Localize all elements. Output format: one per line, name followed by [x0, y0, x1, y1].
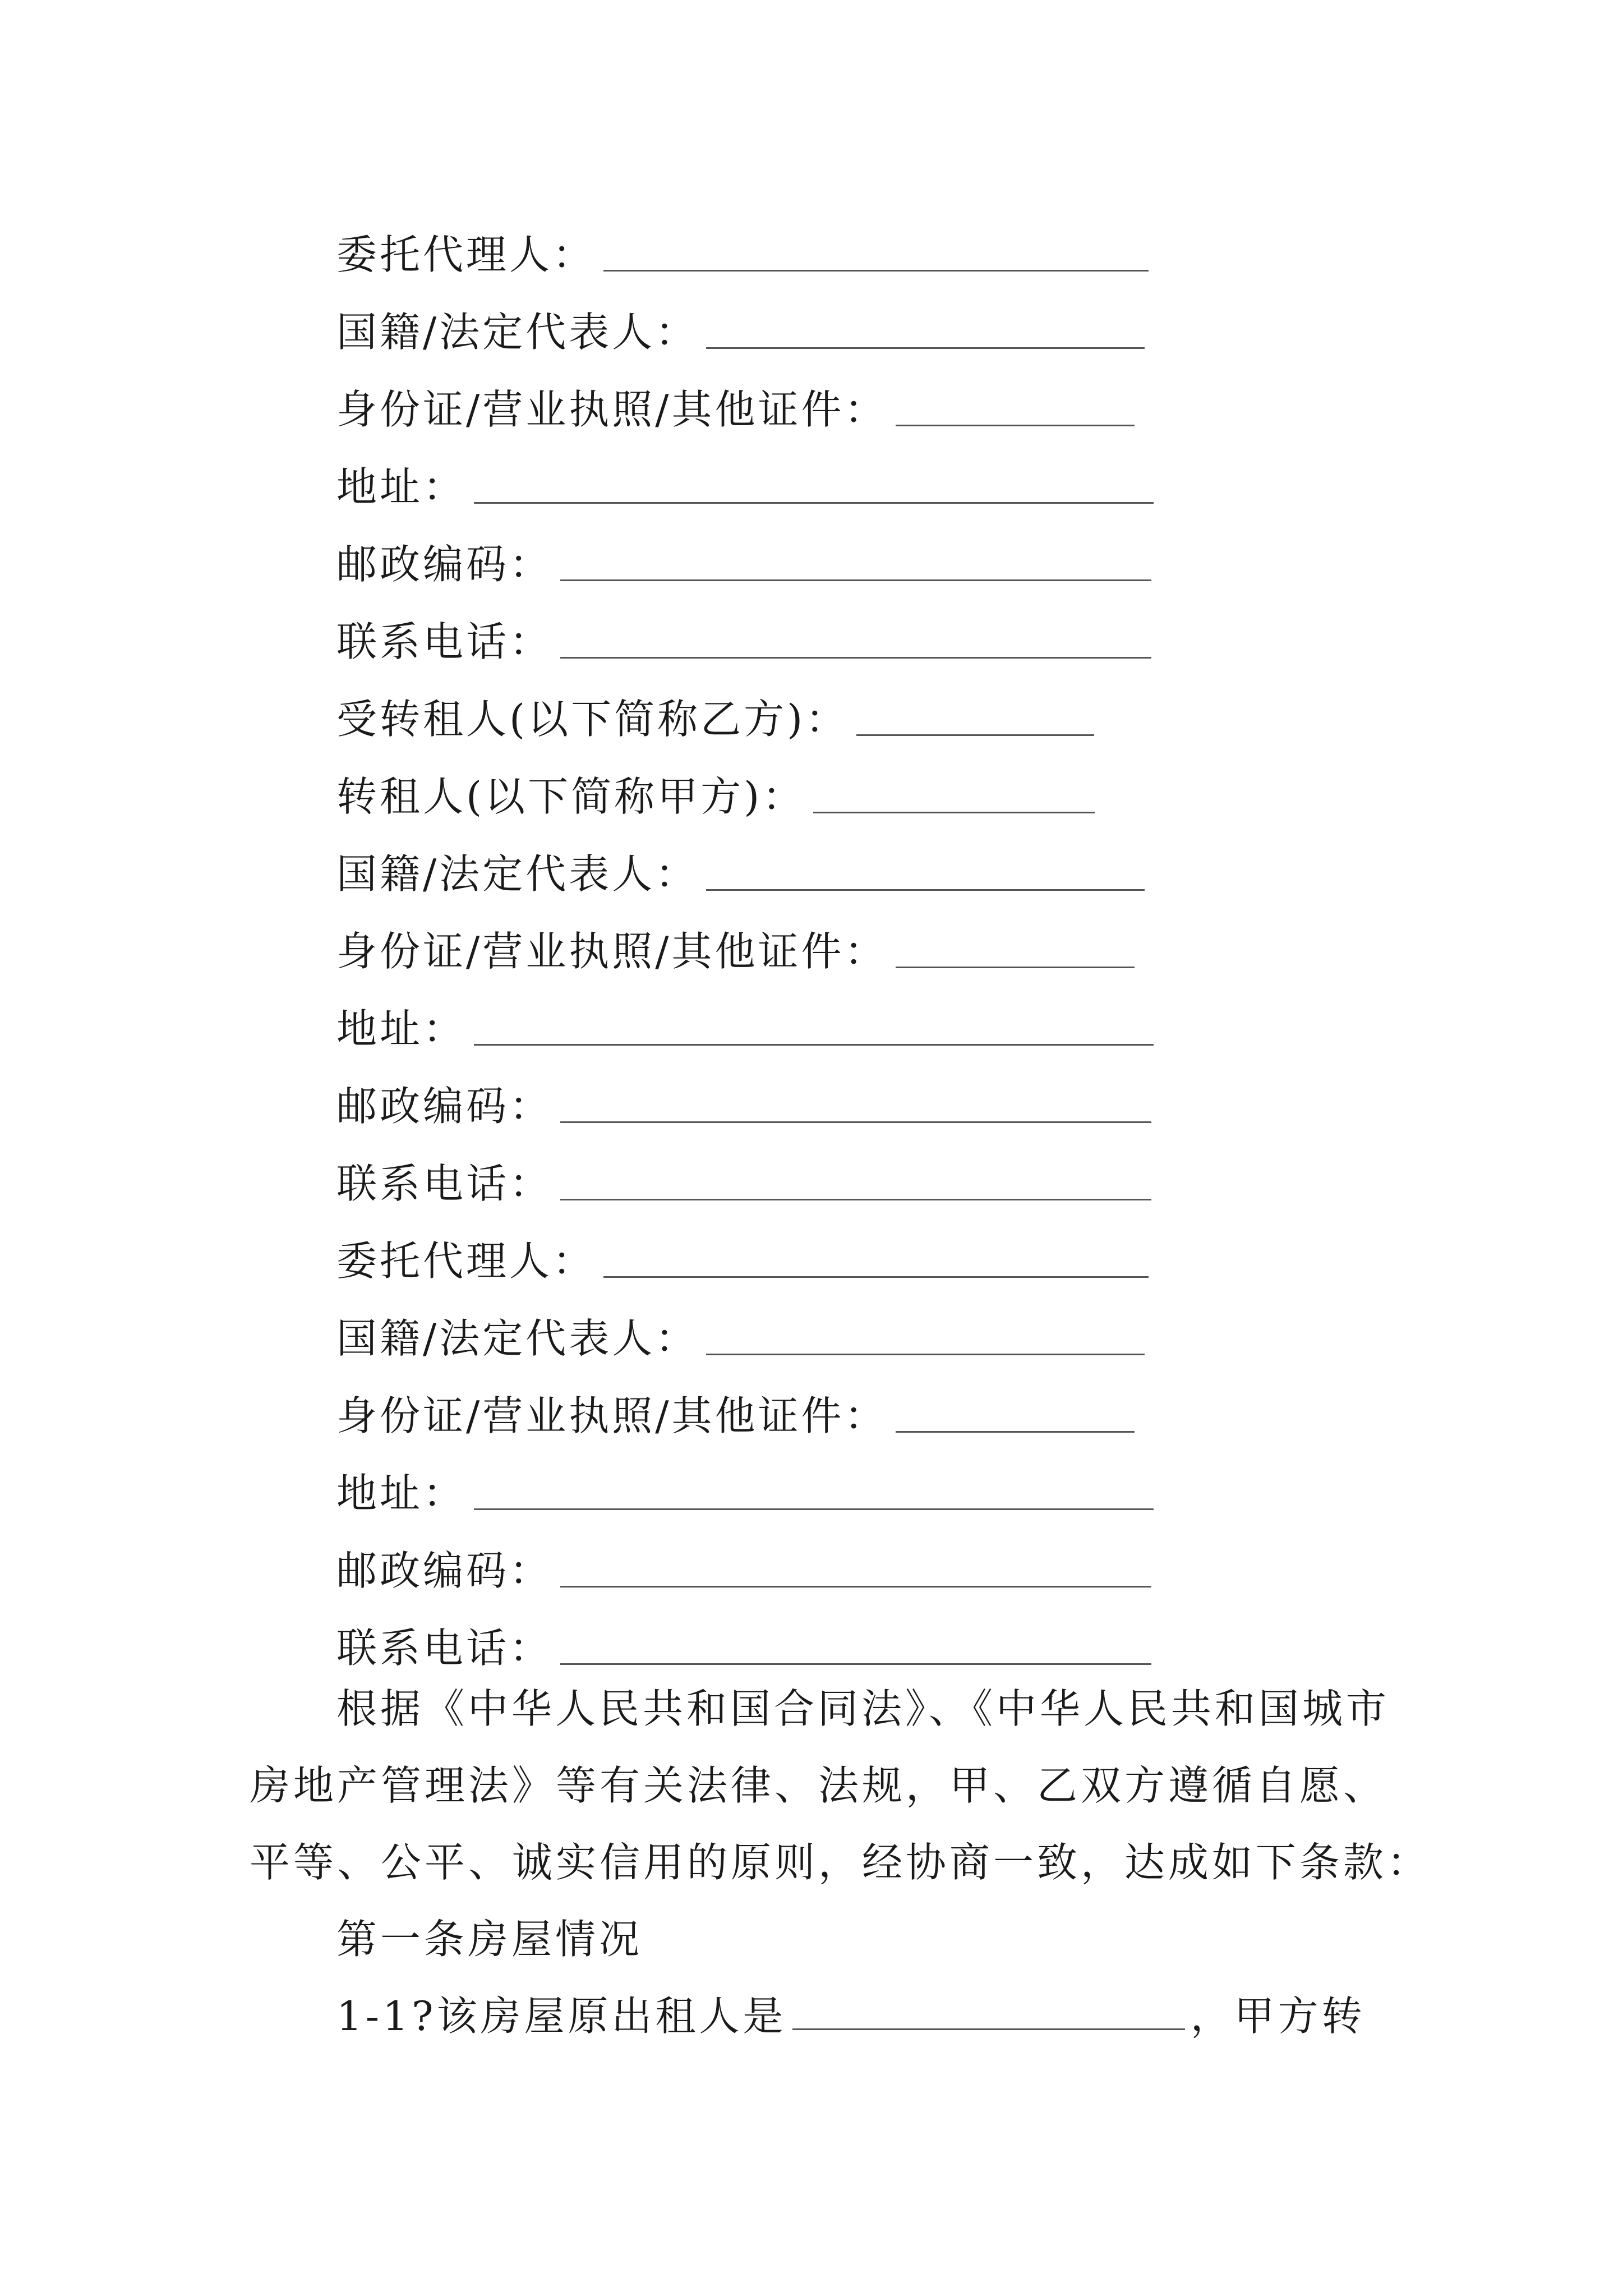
preamble-line-1: 根据《中华人民共和国合同法》、《中华人民共和国城市	[336, 1685, 1390, 1732]
field-row-phone	[336, 1142, 1151, 1207]
fill-in-blank[interactable]	[896, 424, 1135, 426]
fill-in-blank[interactable]	[474, 1508, 1154, 1510]
field-row-address	[336, 987, 1154, 1052]
article-clause-1-1	[336, 1993, 1366, 2040]
fill-in-blank[interactable]	[706, 1353, 1145, 1355]
fill-in-blank[interactable]	[560, 579, 1151, 581]
field-label: 受转租人(以下简称乙方)：	[336, 696, 849, 743]
field-label: 国籍/法定代表人：	[336, 850, 699, 898]
fill-in-blank[interactable]	[896, 966, 1135, 968]
clause-prefix: 1-1?该房屋原出租人是	[336, 1993, 787, 2040]
field-label: 国籍/法定代表人：	[336, 1315, 699, 1362]
preamble-line-2: 房地产管理法》等有关法律、法规，甲、乙双方遵循自愿、	[250, 1762, 1387, 1809]
field-label: 国籍/法定代表人：	[336, 309, 699, 356]
fill-in-blank[interactable]	[560, 1121, 1151, 1123]
field-label: 转租人(以下简称甲方)：	[336, 773, 806, 820]
field-row-nationality	[336, 832, 1145, 898]
fill-in-blank[interactable]	[603, 1276, 1149, 1278]
field-label: 身份证/营业执照/其他证件：	[336, 928, 888, 975]
fill-in-blank[interactable]	[474, 1043, 1154, 1046]
field-label: 联系电话：	[336, 1160, 553, 1207]
fill-in-blank[interactable]	[560, 1663, 1151, 1665]
fill-in-blank[interactable]	[560, 1585, 1151, 1588]
field-row-postcode	[336, 523, 1151, 588]
fill-in-blank[interactable]	[474, 501, 1154, 504]
field-row-nationality	[336, 1297, 1145, 1362]
field-label: 邮政编码：	[336, 1547, 553, 1594]
preamble-line-3: 平等、公平、诚实信用的原则，经协商一致，达成如下条款：	[250, 1839, 1431, 1886]
field-label: 委托代理人：	[336, 231, 596, 278]
field-row-address	[336, 1452, 1154, 1517]
field-label: 地址：	[336, 1005, 467, 1052]
field-label: 联系电话：	[336, 618, 553, 665]
fill-in-blank[interactable]	[792, 2028, 1185, 2030]
field-row-postcode	[336, 1065, 1151, 1130]
article-heading: 第一条房屋情况	[336, 1916, 643, 1963]
fill-in-blank[interactable]	[560, 1198, 1151, 1200]
fill-in-blank[interactable]	[813, 811, 1095, 813]
fill-in-blank[interactable]	[560, 656, 1151, 659]
field-row-id	[336, 368, 1135, 433]
field-label: 委托代理人：	[336, 1237, 596, 1285]
fill-in-blank[interactable]	[603, 269, 1149, 272]
fill-in-blank[interactable]	[856, 734, 1094, 736]
field-row-agent	[336, 1220, 1149, 1285]
field-label: 身份证/营业执照/其他证件：	[336, 386, 888, 433]
field-label: 邮政编码：	[336, 1083, 553, 1130]
fill-in-blank[interactable]	[706, 889, 1145, 891]
fill-in-blank[interactable]	[896, 1430, 1135, 1433]
field-label: 地址：	[336, 463, 467, 510]
field-row-nationality	[336, 291, 1145, 356]
field-row-address	[336, 445, 1154, 510]
field-row-postcode	[336, 1529, 1151, 1594]
field-row-agent	[336, 213, 1149, 278]
field-row-sublessor	[336, 755, 1095, 820]
fill-in-blank[interactable]	[706, 347, 1145, 349]
field-label: 联系电话：	[336, 1625, 553, 1672]
field-label: 身份证/营业执照/其他证件：	[336, 1392, 888, 1439]
field-row-id	[336, 1374, 1135, 1439]
field-row-phone	[336, 1607, 1151, 1672]
field-label: 邮政编码：	[336, 541, 553, 588]
field-row-subtenant	[336, 678, 1094, 743]
field-label: 地址：	[336, 1470, 467, 1517]
clause-suffix: ，甲方转	[1190, 1993, 1366, 2040]
field-row-phone	[336, 600, 1151, 665]
field-row-id	[336, 910, 1135, 975]
